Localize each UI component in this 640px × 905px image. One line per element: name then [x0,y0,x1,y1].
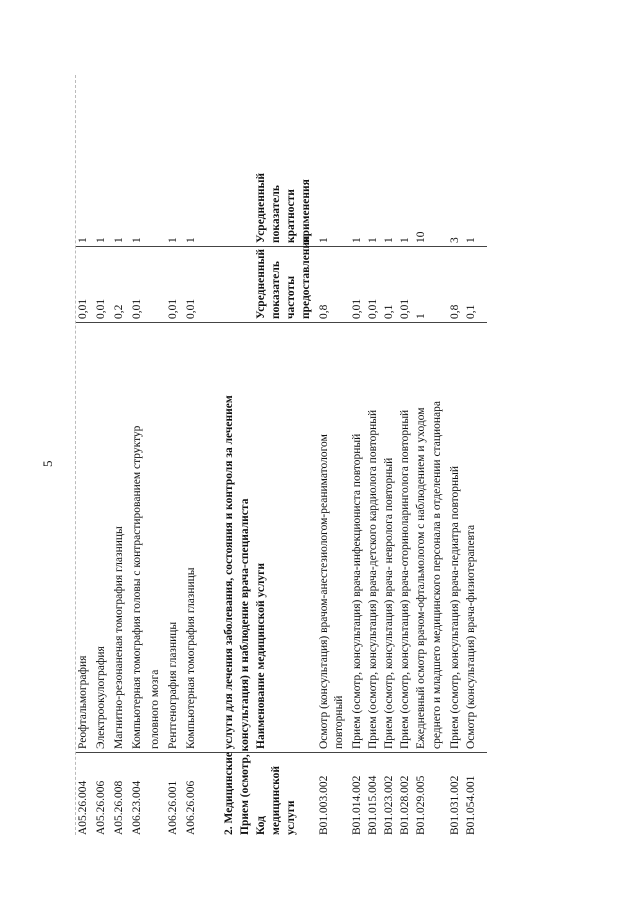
column-divider [75,322,487,323]
header-multiplicity: применения [300,179,312,243]
service-code: B01.015.004 [367,775,379,835]
multiplicity-value: 1 [113,237,125,243]
frequency-value: 0,01 [95,298,107,319]
service-code: B01.029.005 [415,775,427,835]
column-divider [75,752,487,753]
service-code: B01.054.001 [465,775,477,835]
multiplicity-value: 1 [167,237,179,243]
multiplicity-value: 1 [185,237,197,243]
header-frequency: частоты [285,275,297,319]
frequency-value: 0,01 [351,298,363,319]
frequency-value: 0,1 [465,304,477,319]
frequency-value: 1 [415,313,427,319]
multiplicity-value: 1 [383,237,395,243]
multiplicity-value: 1 [318,237,330,243]
frequency-value: 0,8 [318,304,330,319]
service-code: A05.26.006 [95,780,107,835]
multiplicity-value: 1 [367,237,379,243]
service-name: Прием (осмотр, консультация) врача- невролога повторный [383,457,395,749]
frequency-value: 0,1 [383,304,395,319]
multiplicity-value: 1 [95,237,107,243]
service-code: B01.023.002 [383,775,395,835]
service-code: B01.028.002 [399,775,411,835]
multiplicity-value: 1 [465,237,477,243]
header-multiplicity: показатель [270,185,282,243]
multiplicity-value: 1 [399,237,411,243]
service-code: A05.26.008 [113,780,125,835]
header-multiplicity: Усредненный [255,172,267,243]
header-code: Код [255,815,267,835]
table-top-rule [75,75,76,835]
header-code: медицинской [270,765,282,835]
service-code: B01.003.002 [318,775,330,835]
service-name-continuation: среднего и младшего медицинского персонала в отделении стационара [431,401,443,749]
frequency-value: 0,01 [367,298,379,319]
service-code: A06.26.001 [167,780,179,835]
service-code: A05.26.004 [77,780,89,835]
service-name-continuation: повторный [333,695,345,749]
column-divider [75,246,487,247]
frequency-value: 0,01 [185,298,197,319]
service-name: Прием (осмотр, консультация) врача-оториноларинголога повторный [399,409,411,749]
frequency-value: 0,01 [167,298,179,319]
header-frequency: предоставления [300,235,312,319]
multiplicity-value: 1 [77,237,89,243]
service-code: B01.031.002 [449,775,461,835]
service-code: B01.014.002 [351,775,363,835]
service-name: Рентгенография глазницы [167,621,179,749]
service-name: Компьютерная томография головы с контрастированием структур [131,425,143,749]
service-name: Осмотр (консультация) врача-физиотерапевта [465,524,477,749]
multiplicity-value: 10 [415,231,427,243]
service-name: Прием (осмотр, консультация) врача-детского кардиолога повторный [367,409,379,749]
service-name: Реофтальмография [77,655,89,749]
service-name: Прием (осмотр, консультация) врача-педиатра повторный [449,465,461,749]
rotated-document-body: A05.26.004 Реофтальмография 0,01 1 A05.26.006 Электроокулография 0,01 1 A05.26.008 Магнитно-резонаненая томография глазницы 0,2 1 A06.23.004 Компьютерная томография головы с контрастированием структур 0,01 1 головного мозга A06.26.001 Рентгенография глазницы 0,01 1 A06.26.006 Компьютерная томография глазницы 0,01 1 2. Медицинские услуги для лечения заболевания, состояния и контроля за лечением Прием (осмотр, консультация) и наблюдение врача-специалиста Код Наименование медицинской услуги Усредненный Усредненный медицинской показатель показатель услуги частоты кратности предоставления применения B01.003.002 Осмотр (консультация) врачом-анестезиологом-реаниматологом 0,8 1 повторный B01.014.002 Прием (осмотр, консультация) врача-инфекциониста повторный 0,01 1 B01.015.004 Прием (осмотр, консультация) врача-детского кардиолога повторный 0,01 1 B01.023.002 Прием (осмотр, консультация) врача- невролога повторный 0,1 1 B01.028.002 Прием (осмотр, консультация) врача-оториноларинголога повторный 0,01 1 B01.029.005 Ежедневный осмотр врачом-офтальмологом с наблюдением и уходом 1 10 среднего и младшего медицинского персонала в отделении стационара B01.031.002 Прием (осмотр, консультация) врача-педиатра повторный 0,8 3 B01.054.001 Осмотр (консультация) врача-физиотерапевта 0,1 1 [75,75,495,835]
service-code: A06.23.004 [131,780,143,835]
page-number: 5 [40,460,55,467]
frequency-value: 0,01 [77,298,89,319]
service-code: A06.26.006 [185,780,197,835]
header-code: услуги [285,800,297,835]
header-multiplicity: кратности [285,189,297,243]
frequency-value: 0,8 [449,304,461,319]
service-name: Электроокулография [95,646,107,749]
frequency-value: 0,01 [399,298,411,319]
frequency-value: 0,01 [131,298,143,319]
multiplicity-value: 3 [449,237,461,243]
service-name: Осмотр (консультация) врачом-анестезиологом-реаниматологом [318,434,330,749]
service-name: Прием (осмотр, консультация) врача-инфекциониста повторный [351,433,363,749]
multiplicity-value: 1 [131,237,143,243]
service-name: Компьютерная томография глазницы [185,567,197,749]
service-name: Магнитно-резонаненая томография глазницы [113,526,125,749]
service-name-continuation: головного мозга [149,669,161,749]
header-name: Наименование медицинской услуги [255,562,267,749]
header-frequency: показатель [270,261,282,319]
header-frequency: Усредненный [255,248,267,319]
frequency-value: 0,2 [113,304,125,319]
multiplicity-value: 1 [351,237,363,243]
service-name: Ежедневный осмотр врачом-офтальмологом с наблюдением и уходом [415,407,427,749]
